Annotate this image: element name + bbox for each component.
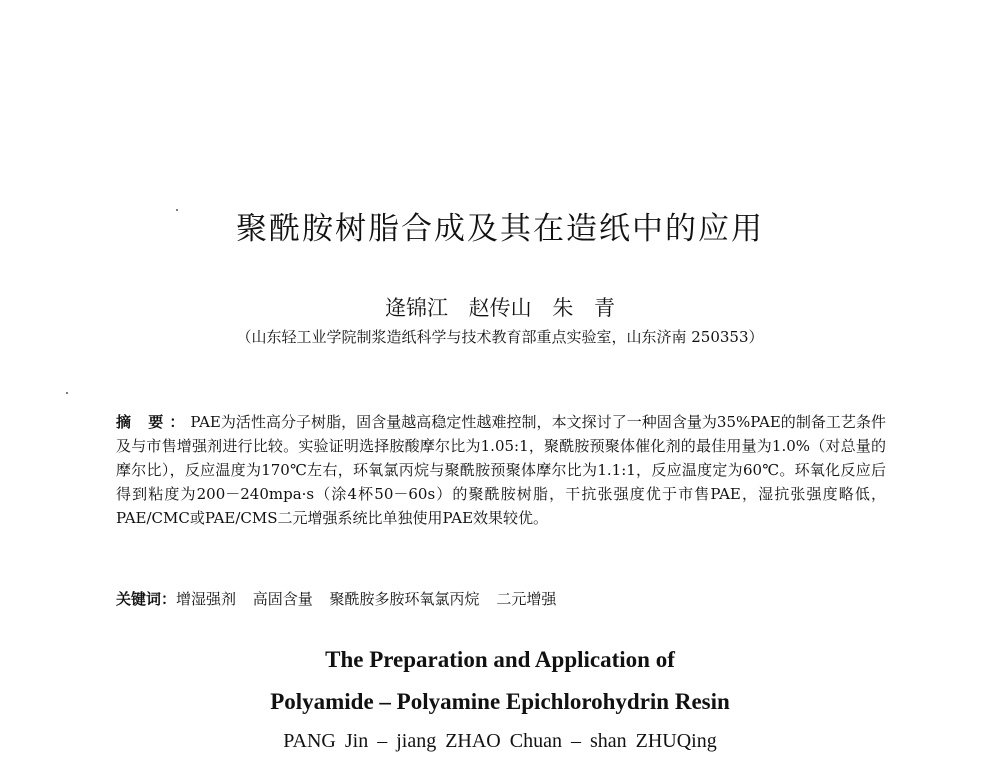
- authors-chinese: 逄锦江 赵传山 朱 青: [384, 296, 616, 320]
- keywords-label: 关键词：: [116, 590, 177, 608]
- affiliation-chinese: （山东轻工业学院制浆造纸科学与技术教育部重点实验室，山东济南 250353）: [236, 328, 764, 346]
- abstract: [116, 410, 886, 530]
- abstract-text: PAE为活性高分子树脂，固含量越高稳定性越难控制，本文探讨了一种固含量为35%PAE的制备工艺条件及与市售增强剂进行比较。实验证明选择胺酸摩尔比为1.05:1，聚酰胺预聚体催化剂的最佳用量为1.0%（对总量的摩尔比），反应温度为170℃左右，环氧氯丙烷与聚酰胺预聚体摩尔比为1.1:1，反应温度定为60℃。环氧化反应后得到粘度为200－240mpa·s（涂4杯50－60s）的聚酰胺树脂，干抗张强度优于市售PAE，湿抗张强度略低，PAE/CMC或PAE/CMS二元增强系统比单独使用PAE效果较优。: [116, 413, 886, 527]
- keywords: [116, 587, 886, 611]
- scan-speck: [66, 392, 68, 394]
- keywords-text: 增湿强剂 高固含量 聚酰胺多胺环氧氯丙烷 二元增强: [176, 590, 557, 608]
- title-english-line2: Polyamide – Polyamine Epichlorohydrin Resin: [270, 689, 730, 714]
- authors-english: PANG Jin – jiang ZHAO Chuan – shan ZHUQing: [283, 730, 717, 752]
- abstract-label: 摘 要：: [116, 413, 191, 431]
- title-chinese: 聚酰胺树脂合成及其在造纸中的应用: [236, 211, 764, 247]
- title-english-line1: The Preparation and Application of: [325, 647, 675, 672]
